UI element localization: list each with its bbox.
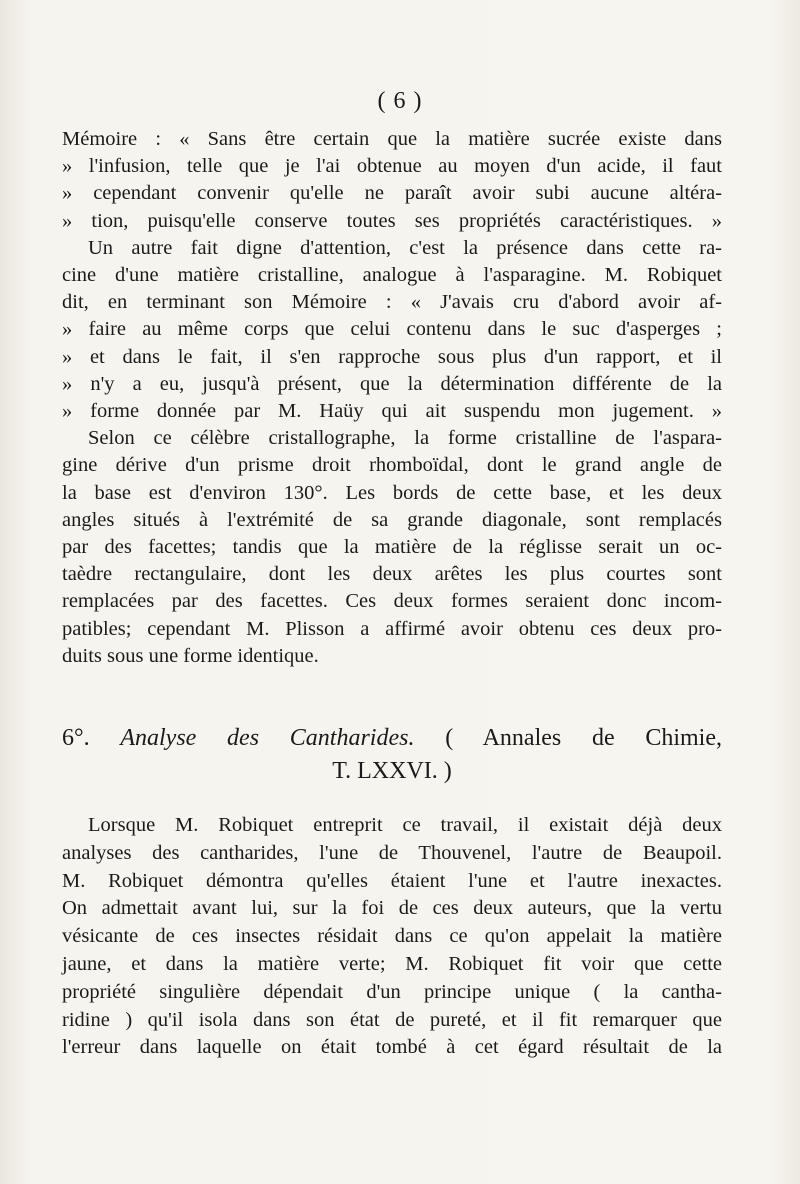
text-line: vésicante de ces insectes résidait dans ce qu'on appelait la matière xyxy=(62,925,722,948)
text-line: » et dans le fait, il s'en rapproche sous plus d'un rapport, et il xyxy=(62,345,722,368)
text-line: la base est d'environ 130°. Les bords de cette base, et les deux xyxy=(62,481,722,504)
text-line: » n'y a eu, jusqu'à présent, que la détermination différente de la xyxy=(62,372,722,395)
text-line: ridine ) qu'il isola dans son état de pureté, et il fit remarquer que xyxy=(62,1008,722,1031)
text-line: par des facettes; tandis que la matière de la réglisse serait un oc- xyxy=(62,536,722,559)
section-title: Analyse des Cantharides. xyxy=(120,725,415,751)
text-line: Mémoire : « Sans être certain que la matière sucrée existe dans xyxy=(62,128,722,150)
text-line: duits sous une forme identique. xyxy=(62,644,319,667)
text-line: » forme donnée par M. Haüy qui ait suspendu mon jugement. » xyxy=(62,400,722,423)
text-line: analyses des cantharides, l'une de Thouvenel, l'autre de Beaupoil. xyxy=(62,841,722,864)
text-line: patibles; cependant M. Plisson a affirmé avoir obtenu ces deux pro- xyxy=(62,617,722,640)
paragraph-crystallography xyxy=(62,425,722,670)
text-line: Un autre fait digne d'attention, c'est la présence dans cette ra- xyxy=(88,236,722,259)
text-line: jaune, et dans la matière verte; M. Robiquet fit voir que cette xyxy=(62,952,722,975)
section-volume: T. LXXVI. ) xyxy=(332,758,452,784)
text-line: taèdre rectangulaire, dont les deux arêtes les plus courtes sont xyxy=(62,563,722,586)
text-line: dit, en terminant son Mémoire : « J'avais cru d'abord avoir af- xyxy=(62,291,722,314)
section-heading-line xyxy=(62,722,722,755)
paragraph-cantharides xyxy=(62,812,722,1062)
page-number: ( 6 ) xyxy=(377,88,423,114)
text-line: gine dérive d'un prisme droit rhomboïdal, dont le grand angle de xyxy=(62,454,722,477)
text-line: » l'infusion, telle que je l'ai obtenue au moyen d'un acide, il faut xyxy=(62,155,722,178)
paragraph-asparagine xyxy=(62,235,722,425)
text-line: propriété singulière dépendait d'un principe unique ( la cantha- xyxy=(62,980,722,1003)
text-line: cine d'une matière cristalline, analogue à l'asparagine. M. Robiquet xyxy=(62,264,722,287)
section-source: ( Annales de Chimie, xyxy=(445,725,723,751)
text-line: angles situés à l'extrémité de sa grande diagonale, sont remplacés xyxy=(62,508,722,531)
text-line: » tion, puisqu'elle conserve toutes ses propriétés caractéristiques. » xyxy=(62,209,722,232)
text-line: Selon ce célèbre cristallographe, la forme cristalline de l'aspara- xyxy=(88,427,722,450)
text-line: » faire au même corps que celui contenu dans le suc d'asperges ; xyxy=(62,318,722,341)
section-heading xyxy=(62,722,722,788)
section-number: 6°. xyxy=(62,725,90,751)
text-line: l'erreur dans laquelle on était tombé à cet égard résultait de la xyxy=(62,1036,722,1059)
text-line: » cependant convenir qu'elle ne paraît avoir subi aucune altéra- xyxy=(62,182,722,205)
text-line: On admettait avant lui, sur la foi de ces deux auteurs, que la vertu xyxy=(62,897,722,920)
text-line: Lorsque M. Robiquet entreprit ce travail, il existait déjà deux xyxy=(88,814,722,836)
text-line: M. Robiquet démontra qu'elles étaient l'une et l'autre inexactes. xyxy=(62,869,722,892)
text-block-upper xyxy=(62,126,722,670)
paragraph-quote-continuation xyxy=(62,126,722,235)
text-line: remplacées par des facettes. Ces deux formes seraient donc incom- xyxy=(62,590,722,613)
